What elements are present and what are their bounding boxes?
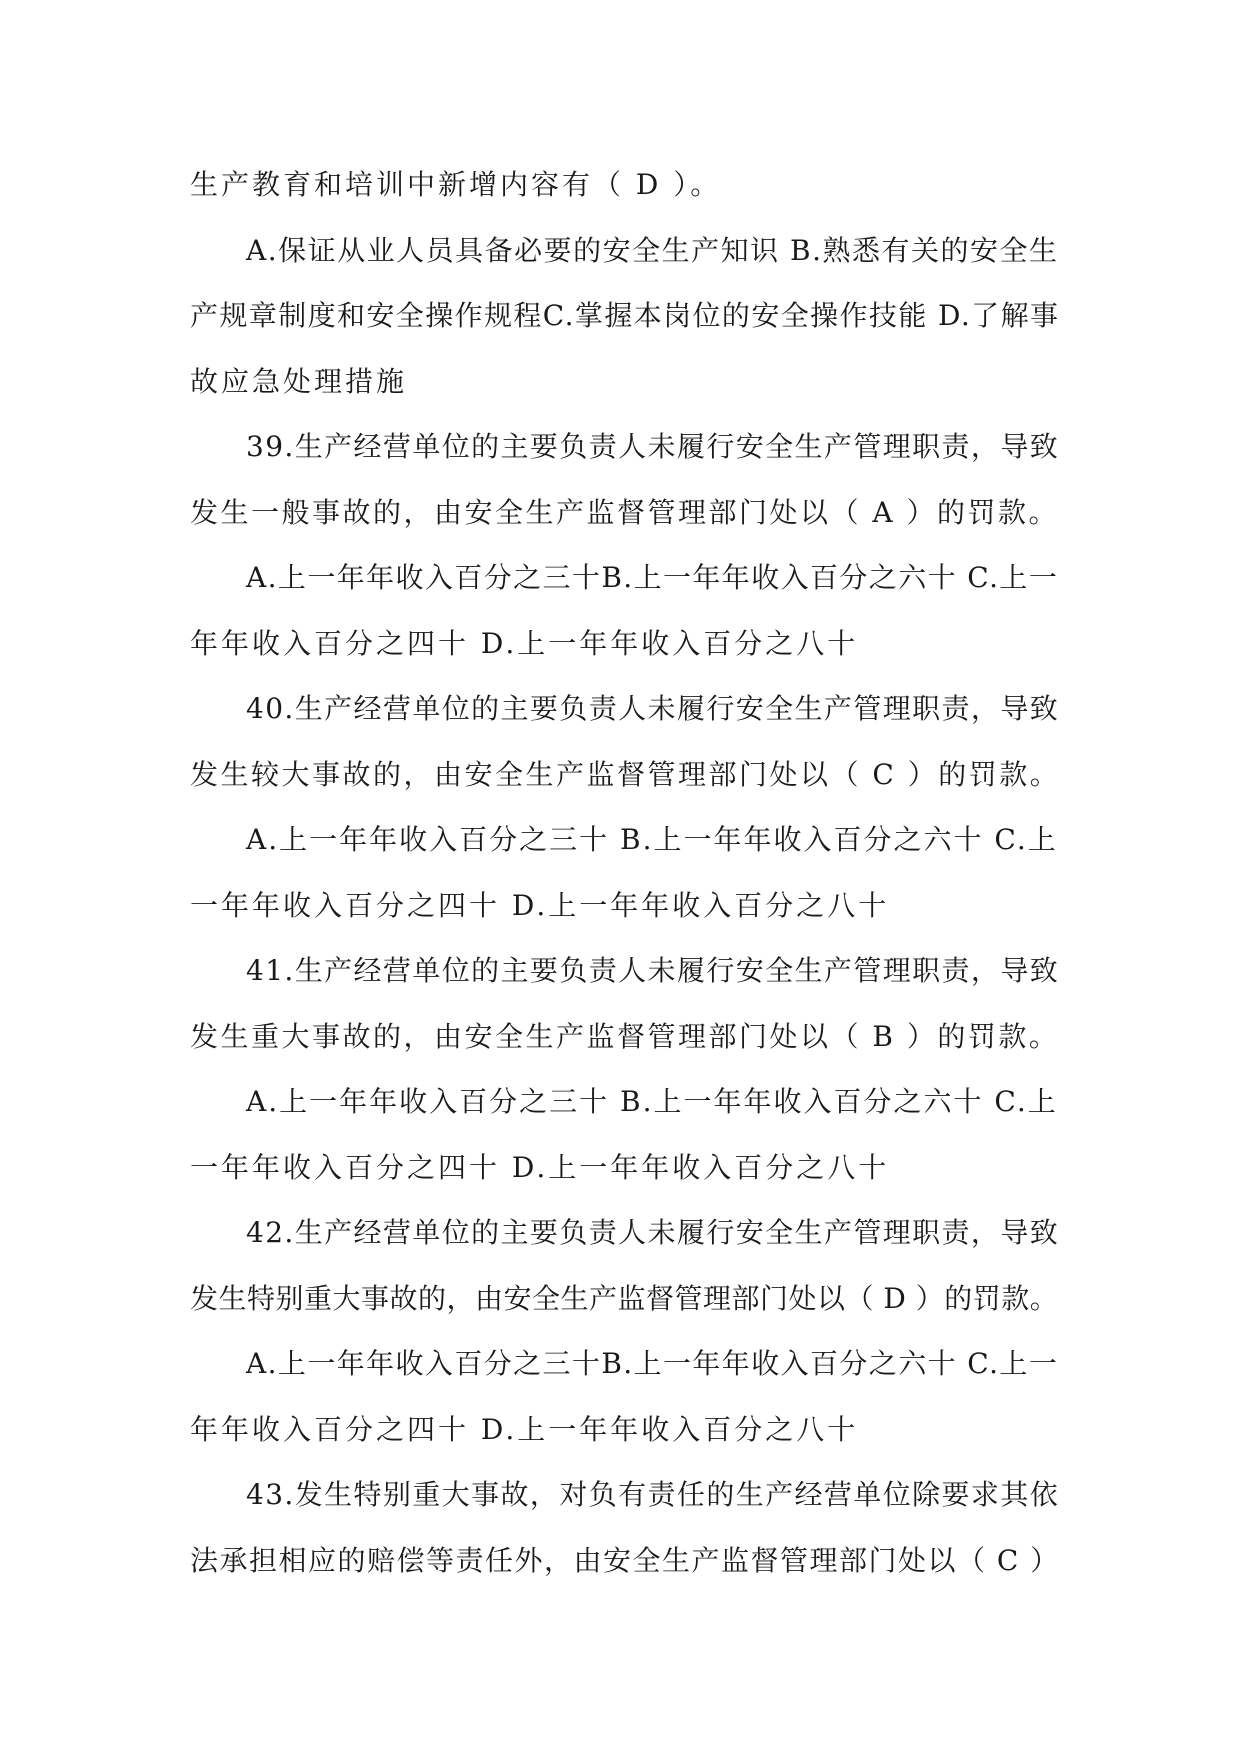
question-41-options-line-2: 一年年收入百分之四十 D.上一年年收入百分之八十 (190, 1150, 890, 1184)
question-42-options-line-2: 年年收入百分之四十 D.上一年年收入百分之八十 (190, 1412, 859, 1446)
question-39-options-line-2: 年年收入百分之四十 D.上一年年收入百分之八十 (190, 626, 859, 660)
question-43-line-1: 43.发生特别重大事故，对负有责任的生产经营单位除要求其依 (246, 1478, 1060, 1511)
question-42-options-line-1: A.上一年年收入百分之三十B.上一年年收入百分之六十 C.上一 (246, 1347, 1059, 1380)
text-line-1: 生产教育和培训中新增内容有（ D ）。 (190, 168, 722, 201)
question-41-line-2: 发生重大事故的，由安全生产监督管理部门处以（ B ）的罚款。 (190, 1019, 1060, 1053)
text-line-4: 故应急处理措施 (190, 364, 408, 398)
question-40-line-1: 40.生产经营单位的主要负责人未履行安全生产管理职责，导致 (246, 692, 1060, 725)
question-40-line-2: 发生较大事故的，由安全生产监督管理部门处以（ C ）的罚款。 (190, 757, 1061, 791)
text-line-3: 产规章制度和安全操作规程C.掌握本岗位的安全操作技能 D.了解事 (190, 299, 1060, 332)
question-41-line-1: 41.生产经营单位的主要负责人未履行安全生产管理职责，导致 (246, 954, 1060, 987)
question-39-options-line-1: A.上一年年收入百分之三十B.上一年年收入百分之六十 C.上一 (246, 561, 1059, 594)
text-line-2: A.保证从业人员具备必要的安全生产知识 B.熟悉有关的安全生 (246, 233, 1059, 267)
document-body (190, 152, 1060, 1593)
question-43-line-2: 法承担相应的赔偿等责任外，由安全生产监督管理部门处以（ C ） (190, 1543, 1060, 1577)
question-40-options-line-1: A.上一年年收入百分之三十 B.上一年年收入百分之六十 C.上 (246, 823, 1058, 856)
question-42-line-1: 42.生产经营单位的主要负责人未履行安全生产管理职责，导致 (246, 1216, 1060, 1249)
question-42-line-2: 发生特别重大事故的，由安全生产监督管理部门处以（ D ）的罚款。 (190, 1281, 1059, 1315)
question-39-line-1: 39.生产经营单位的主要负责人未履行安全生产管理职责，导致 (246, 430, 1060, 463)
question-41-options-line-1: A.上一年年收入百分之三十 B.上一年年收入百分之六十 C.上 (246, 1085, 1058, 1118)
question-39-line-2: 发生一般事故的，由安全生产监督管理部门处以（ A ）的罚款。 (190, 495, 1060, 529)
question-40-options-line-2: 一年年收入百分之四十 D.上一年年收入百分之八十 (190, 888, 890, 922)
